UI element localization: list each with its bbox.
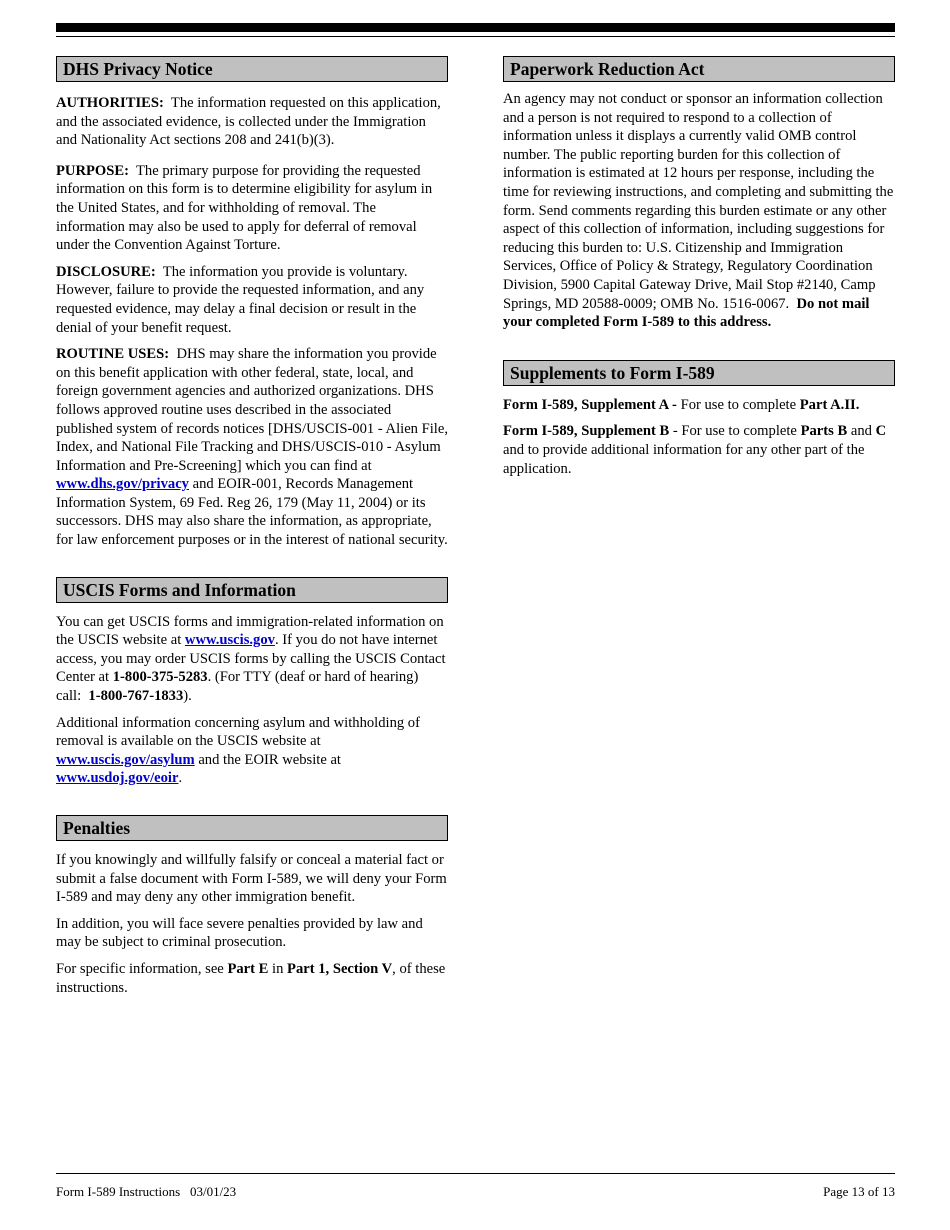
spacer: [56, 796, 448, 815]
forms-info-text-4: ).: [183, 688, 192, 705]
supplement-a-label: Form I-589, Supplement A -: [503, 396, 677, 413]
penalties-paragraph-1: If you knowingly and willfully falsify or conceal a material fact or submit a false document with Form I-589, we will deny your Form I-589 and may deny any other immigration benefit.: [56, 852, 447, 906]
contact-center-phone: 1-800-375-5283: [112, 669, 208, 686]
purpose-label: PURPOSE:: [56, 162, 129, 179]
penalties-header: Penalties: [56, 815, 448, 841]
spacer: [503, 340, 895, 360]
authorities-paragraph: [56, 94, 448, 150]
left-column: [56, 56, 448, 1005]
right-column: [503, 56, 895, 486]
authorities-text: The information requested on this application, and the associated evidence, is collected under the Immigration and Nationality Act sections 208 and 241(b)(3).: [56, 95, 441, 149]
spacer: [56, 558, 448, 577]
supplement-b-bold-1: Parts B: [800, 423, 848, 440]
forms-info-text-6: and the EOIR website at: [198, 751, 341, 768]
disclosure-label: DISCLOSURE:: [56, 263, 156, 280]
authorities-label: AUTHORITIES:: [56, 95, 164, 111]
routine-uses-label: ROUTINE USES:: [56, 346, 170, 363]
top-thick-rule: [56, 23, 895, 32]
disclosure-text: The information you provide is voluntary. However, failure to provide the requested information, and any requested evidence, may delay a final decision or result in the denial of your benefit request.: [56, 263, 425, 336]
supplement-b-text-2: and: [850, 423, 872, 440]
supplement-b-text-3: and to provide additional information for any other part of the application.: [503, 441, 865, 477]
purpose-paragraph: [56, 162, 448, 255]
supplements-header: Supplements to Form I-589: [503, 360, 895, 386]
forms-info-text-5: Additional information concerning asylum and withholding of removal is available on the USCIS website at: [56, 714, 420, 750]
penalties-bold-1: Part E: [227, 960, 269, 977]
footer-rule: [56, 1173, 895, 1174]
supplement-b-label: Form I-589, Supplement B: [503, 423, 670, 440]
footer-page-number: Page 13 of 13: [823, 1184, 895, 1199]
forms-info-paragraph-2: [56, 714, 448, 788]
supplement-b-paragraph: [503, 422, 895, 478]
penalties-bold-2: Part 1, Section V: [287, 960, 393, 977]
tty-phone: 1-800-767-1833: [88, 688, 184, 705]
paperwork-text: An agency may not conduct or sponsor an information collection and a person is not required to respond to a collection of information unless it displays a currently valid OMB control number. The public reporting burden for this collection of information is estimated at 12 hours per response, including the time for reviewing instructions, and completing and submitting the form. Send comments regarding this burden estimate or any other aspect of this collection of information, including suggestions for reducing this burden to: U.S. Citizenship and Immigration Services, Office of Policy & Strategy, Regulatory Coordination Division, 5900 Capital Gateway Drive, Mail Stop #2140, Camp Springs, MD 20588-0009; OMB No. 1516-0067.: [503, 91, 894, 312]
eoir-link[interactable]: www.usdoj.gov/eoir: [56, 770, 179, 787]
paperwork-bold-text: Do not mail your completed Form I-589 to this address.: [503, 295, 870, 331]
routine-uses-text-1: DHS may share the information you provide on this benefit application with other federal, state, local, and foreign government agencies and authorized organizations. DHS follows approved routine uses described in the associated published system of records notices [DHS/USCIS-001 - Alien File, Index, and National File Tracking and DHS/USCIS-010 - Asylum Information and Pre-Screening] which you can find at: [56, 346, 448, 474]
purpose-text: The primary purpose for providing the requested information on this form is to determine eligibility for asylum in the United States, and for withholding of removal. The information may also be used to apply for deferral of removal under the Convention Against Torture.: [56, 162, 433, 254]
supplement-a-paragraph: [503, 396, 895, 415]
routine-uses-text-2: and EOIR-001, Records Management Information System, 69 Fed. Reg 26, 179 (May 11, 2004) or its successors. DHS may also share the information, as appropriate, for law enforcement purposes or in the interest of national security.: [56, 476, 448, 549]
supplement-a-bold: Part A.II.: [799, 396, 860, 413]
supplement-b-bold-2: C: [875, 423, 887, 440]
dhs-privacy-link[interactable]: www.dhs.gov/privacy: [56, 476, 189, 493]
penalties-paragraph-3: [56, 960, 448, 997]
paperwork-paragraph: [503, 90, 895, 332]
penalties-text-1: For specific information, see: [56, 960, 224, 977]
paperwork-header: Paperwork Reduction Act: [503, 56, 895, 82]
privacy-notice-header: DHS Privacy Notice: [56, 56, 448, 82]
penalties-text-2: in: [272, 960, 284, 977]
forms-info-header: USCIS Forms and Information: [56, 577, 448, 603]
forms-info-text-7: .: [178, 770, 183, 787]
supplement-a-text: For use to complete: [680, 396, 797, 413]
supplement-b-text-1: - For use to complete: [672, 423, 797, 440]
footer-form-info: Form I-589 Instructions 03/01/23: [56, 1184, 237, 1199]
penalties-paragraph-2: In addition, you will face severe penalties provided by law and may be subject to criminal prosecution.: [56, 915, 423, 951]
forms-info-text-1: You can get USCIS forms and immigration-related information on the USCIS website at: [56, 613, 444, 649]
penalties-text-3: , of these instructions.: [56, 960, 446, 996]
uscis-website-link[interactable]: www.uscis.gov: [184, 632, 275, 649]
forms-info-text-3: . (For TTY (deaf or hard of hearing) call:: [56, 669, 419, 705]
uscis-asylum-link[interactable]: www.uscis.gov/asylum: [56, 751, 195, 768]
disclosure-paragraph: [56, 263, 448, 337]
routine-uses-paragraph: [56, 345, 448, 550]
forms-info-paragraph-1: [56, 613, 448, 706]
forms-info-text-2: . If you do not have internet access, you may order USCIS forms by calling the USCIS Contact Center at: [56, 632, 446, 686]
top-thin-rule: [56, 36, 895, 37]
